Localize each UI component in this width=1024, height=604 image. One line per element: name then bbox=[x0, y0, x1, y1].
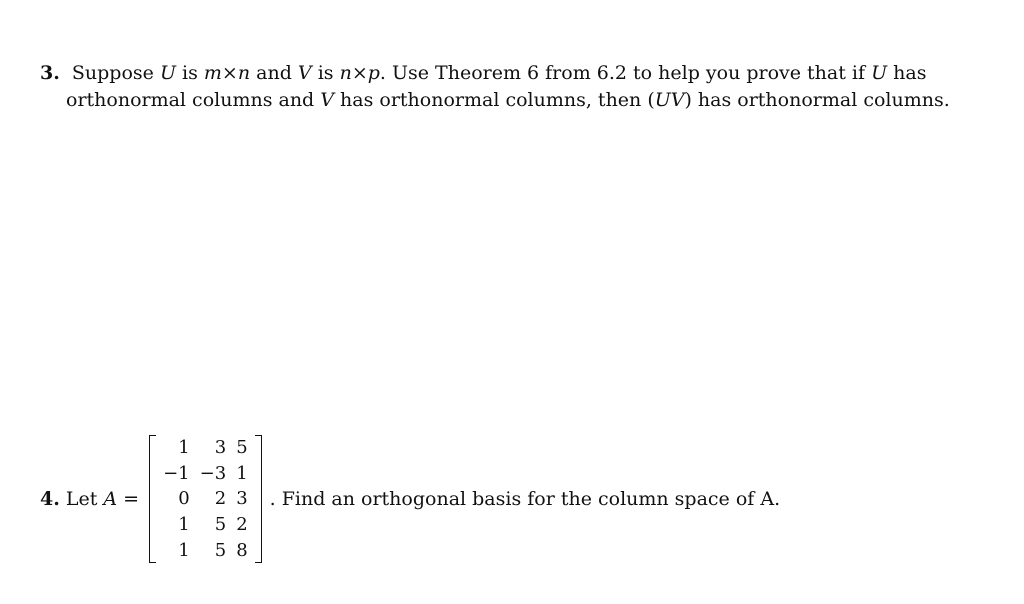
math-m: m bbox=[203, 62, 222, 84]
matrix-cell: −1 bbox=[163, 462, 190, 484]
text: and bbox=[256, 62, 292, 84]
right-bracket bbox=[255, 435, 262, 563]
matrix-cell: 1 bbox=[178, 539, 190, 561]
matrix-cell: 3 bbox=[214, 437, 227, 459]
text: has bbox=[893, 62, 927, 84]
text: ) has orthonormal columns. bbox=[684, 89, 950, 111]
problem-number: 4. bbox=[40, 488, 60, 510]
matrix-row bbox=[158, 435, 253, 461]
text: is bbox=[317, 62, 334, 84]
math-U: U bbox=[871, 62, 888, 84]
matrix-cell: 5 bbox=[214, 514, 227, 536]
math-p: p bbox=[367, 62, 380, 84]
matrix-row bbox=[158, 512, 253, 538]
text: is bbox=[182, 62, 198, 84]
math-U: U bbox=[159, 62, 176, 84]
problem-3-line-1 bbox=[40, 60, 990, 87]
matrix-row bbox=[158, 461, 253, 487]
math-V: V bbox=[320, 89, 334, 111]
times-symbol: × bbox=[351, 62, 368, 84]
matrix-cell: 5 bbox=[236, 437, 248, 459]
matrix-cell: 1 bbox=[178, 514, 190, 536]
matrix-cell: 1 bbox=[236, 462, 248, 484]
matrix-cell: 3 bbox=[236, 488, 248, 510]
math-n: n bbox=[237, 62, 251, 84]
problem-3 bbox=[40, 60, 990, 114]
matrix-row bbox=[158, 537, 253, 563]
text: has orthonormal columns, then ( bbox=[340, 89, 655, 111]
text: . Use Theorem 6 from 6.2 to help you prove that if bbox=[379, 62, 866, 84]
text: Suppose bbox=[71, 62, 154, 84]
matrix-cell: 0 bbox=[178, 488, 190, 510]
equals-sign: = bbox=[123, 488, 140, 510]
matrix-A bbox=[149, 435, 262, 563]
left-bracket bbox=[149, 435, 156, 563]
math-A: A bbox=[103, 488, 118, 510]
problem-4-question: . Find an orthogonal basis for the column space of A. bbox=[269, 488, 781, 510]
matrix-cell: 8 bbox=[236, 539, 248, 561]
matrix-cell: 5 bbox=[214, 539, 227, 561]
math-V: V bbox=[297, 62, 312, 84]
problem-number: 3. bbox=[40, 62, 60, 84]
times-symbol: × bbox=[221, 62, 238, 84]
problem-4 bbox=[40, 434, 990, 564]
math-UV: UV bbox=[654, 89, 685, 111]
matrix-table bbox=[158, 435, 253, 563]
matrix-cell: −3 bbox=[199, 462, 227, 484]
matrix-cell: 1 bbox=[178, 437, 190, 459]
text-let: Let bbox=[65, 488, 98, 510]
matrix-cell: 2 bbox=[214, 488, 227, 510]
problem-3-line-2 bbox=[40, 87, 990, 114]
math-n: n bbox=[339, 62, 352, 84]
matrix-cell: 2 bbox=[236, 514, 248, 536]
matrix-row bbox=[158, 486, 253, 512]
text: orthonormal columns and bbox=[66, 89, 315, 111]
